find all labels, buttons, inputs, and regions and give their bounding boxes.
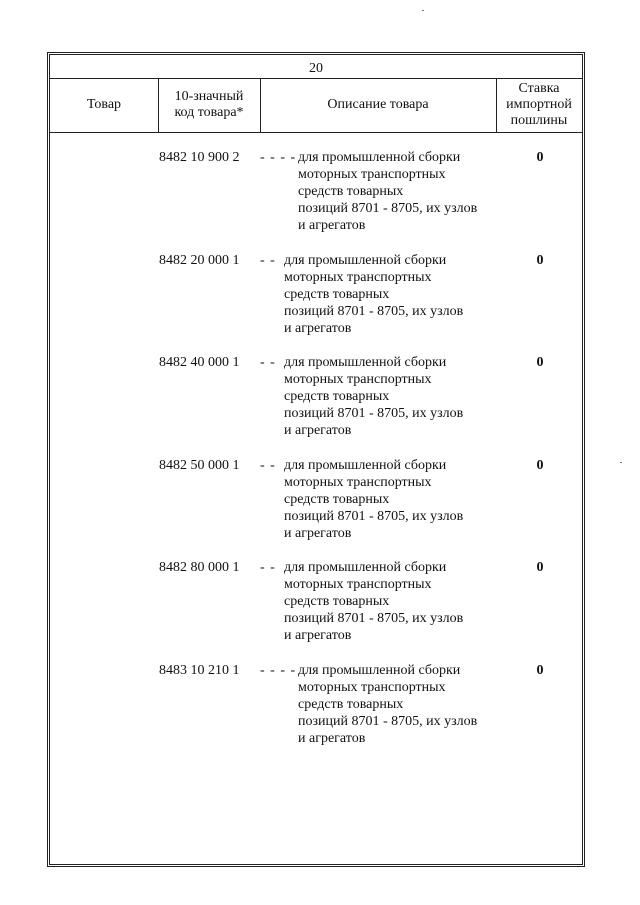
product-description <box>284 252 504 337</box>
header-rate <box>496 78 582 132</box>
description-line: позиций 8701 - 8705, их узлов <box>284 611 464 626</box>
scan-speck <box>422 10 424 11</box>
description-line: средств товарных <box>284 286 390 302</box>
description-line: позиций 8701 - 8705, их узлов <box>284 303 464 319</box>
duty-rate: 0 <box>536 355 544 370</box>
tariff-code: 8482 10 900 2 <box>159 150 240 165</box>
header-rate-line: пошлины <box>510 113 568 128</box>
level-dashes: - - <box>260 457 276 473</box>
header-code-line: код товара* <box>174 105 244 120</box>
page-number: 20 <box>309 61 323 76</box>
header-code-line: 10-значный <box>174 89 244 104</box>
description-line: и агрегатов <box>284 320 352 336</box>
description-line: для промышленной сборки <box>298 662 461 678</box>
description-line: моторных транспортных <box>284 577 432 592</box>
header-code <box>158 78 260 132</box>
description-line: для промышленной сборки <box>284 560 447 575</box>
description-line: для промышленной сборки <box>298 150 461 165</box>
description-line: средств товарных <box>284 594 390 609</box>
description-line: и агрегатов <box>284 525 352 541</box>
description-line: средств товарных <box>298 696 404 712</box>
tariff-code: 8483 10 210 1 <box>159 662 240 678</box>
description-line: для промышленной сборки <box>284 355 447 370</box>
header-description <box>260 78 496 132</box>
header-product-label: Товар <box>86 97 122 112</box>
tariff-code: 8482 50 000 1 <box>159 457 240 473</box>
description-line: для промышленной сборки <box>284 252 447 268</box>
table-row <box>50 559 582 662</box>
product-description <box>298 662 518 747</box>
header-description-label: Описание товара <box>327 97 429 112</box>
description-line: и агрегатов <box>298 218 366 233</box>
description-line: позиций 8701 - 8705, их узлов <box>284 508 464 524</box>
tariff-code: 8482 80 000 1 <box>159 560 240 575</box>
table-frame <box>47 52 585 867</box>
table-row <box>50 662 582 765</box>
description-line: для промышленной сборки <box>284 457 447 473</box>
description-line: позиций 8701 - 8705, их узлов <box>298 713 478 729</box>
duty-rate: 0 <box>536 560 544 575</box>
description-line: моторных транспортных <box>284 474 432 490</box>
description-line: моторных транспортных <box>298 167 446 182</box>
description-line: позиций 8701 - 8705, их узлов <box>298 201 478 216</box>
table-row <box>50 149 582 252</box>
description-line: моторных транспортных <box>298 679 446 695</box>
description-line: средств товарных <box>284 389 390 404</box>
duty-rate: 0 <box>536 662 544 678</box>
duty-rate: 0 <box>536 252 544 268</box>
description-line: средств товарных <box>298 184 404 199</box>
header-product <box>50 78 158 132</box>
product-description <box>284 354 504 439</box>
scan-speck <box>620 462 622 463</box>
table-row <box>50 354 582 457</box>
product-description <box>284 559 504 644</box>
table-row <box>50 457 582 560</box>
description-line: позиций 8701 - 8705, их узлов <box>284 406 464 421</box>
level-dashes: - - <box>260 355 276 370</box>
level-dashes: - - - - <box>260 150 297 165</box>
product-description <box>284 457 504 542</box>
level-dashes: - - <box>260 252 276 268</box>
level-dashes: - - <box>260 560 276 575</box>
table-body <box>50 149 582 764</box>
description-line: и агрегатов <box>298 730 366 746</box>
description-line: и агрегатов <box>284 628 352 643</box>
description-line: и агрегатов <box>284 423 352 438</box>
duty-rate: 0 <box>536 457 544 473</box>
header-rate-line: импортной <box>506 97 572 112</box>
product-description <box>298 149 518 234</box>
description-line: моторных транспортных <box>284 269 432 285</box>
level-dashes: - - - - <box>260 662 297 678</box>
tariff-code: 8482 40 000 1 <box>159 355 240 370</box>
duty-rate: 0 <box>536 150 544 165</box>
description-line: средств товарных <box>284 491 390 507</box>
tariff-code: 8482 20 000 1 <box>159 252 240 268</box>
description-line: моторных транспортных <box>284 372 432 387</box>
header-bottom-rule <box>50 132 582 133</box>
table-row <box>50 252 582 355</box>
header-rate-line: Ставка <box>518 81 560 96</box>
